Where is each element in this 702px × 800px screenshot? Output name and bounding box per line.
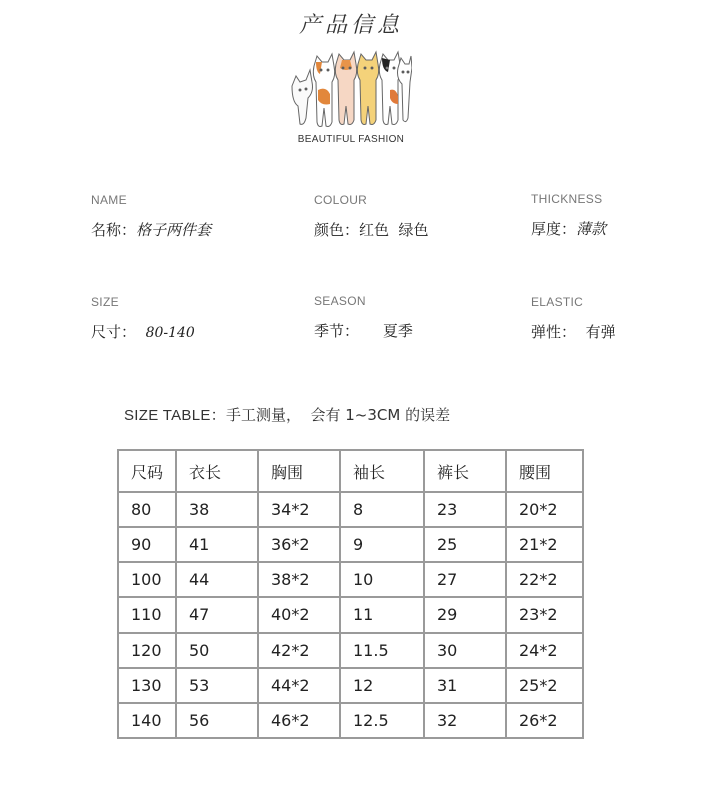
table-cell: 46*2 — [258, 703, 340, 738]
field-size — [91, 295, 195, 342]
table-cell: 42*2 — [258, 633, 340, 668]
table-cell: 25 — [424, 527, 506, 562]
field-name-label: 名称： — [91, 221, 137, 239]
field-colour-row — [314, 219, 429, 240]
field-thickness-label: 厚度： — [531, 220, 577, 238]
table-cell: 27 — [424, 562, 506, 597]
table-cell: 53 — [176, 668, 258, 703]
field-colour-label: 颜色： — [314, 221, 360, 239]
table-cell: 25*2 — [506, 668, 583, 703]
table-cell: 34*2 — [258, 492, 340, 527]
table-row — [118, 668, 583, 703]
field-elastic-row — [531, 321, 616, 342]
table-cell: 11 — [340, 597, 424, 632]
table-cell: 12 — [340, 668, 424, 703]
field-season — [314, 294, 413, 341]
table-cell: 100 — [118, 562, 176, 597]
size-table — [117, 449, 584, 739]
size-table-header-row — [118, 450, 583, 492]
table-row — [118, 562, 583, 597]
table-cell: 30 — [424, 633, 506, 668]
table-row — [118, 527, 583, 562]
table-cell: 44 — [176, 562, 258, 597]
field-thickness — [531, 192, 606, 239]
table-cell: 23 — [424, 492, 506, 527]
field-size-row — [91, 321, 195, 342]
field-season-row — [314, 320, 413, 341]
table-cell: 29 — [424, 597, 506, 632]
size-table-header-cell: 衣长 — [176, 450, 258, 492]
table-cell: 11.5 — [340, 633, 424, 668]
field-size-value: 80-140 — [145, 325, 195, 341]
table-cell: 80 — [118, 492, 176, 527]
table-cell: 130 — [118, 668, 176, 703]
table-cell: 8 — [340, 492, 424, 527]
field-size-label: 尺寸： — [91, 323, 137, 341]
table-cell: 47 — [176, 597, 258, 632]
table-cell: 12.5 — [340, 703, 424, 738]
size-table-title-note: 手工测量， 会有 1~3CM 的误差 — [225, 406, 451, 424]
table-cell: 20*2 — [506, 492, 583, 527]
table-row — [118, 597, 583, 632]
field-elastic-en-label: ELASTIC — [531, 295, 584, 309]
table-cell: 10 — [340, 562, 424, 597]
size-table-header-cell: 裤长 — [424, 450, 506, 492]
table-cell: 38*2 — [258, 562, 340, 597]
table-cell: 44*2 — [258, 668, 340, 703]
field-thickness-row — [531, 218, 606, 239]
table-cell: 22*2 — [506, 562, 583, 597]
field-thickness-value: 薄款 — [576, 220, 607, 238]
field-elastic-value: 有弹 — [585, 323, 616, 341]
page-title: 产品信息 — [298, 13, 403, 38]
table-cell: 38 — [176, 492, 258, 527]
field-season-en-label: SEASON — [314, 294, 366, 308]
table-cell: 50 — [176, 633, 258, 668]
table-row — [118, 492, 583, 527]
field-name — [91, 193, 211, 240]
field-thickness-en-label: THICKNESS — [531, 192, 603, 206]
table-cell: 56 — [176, 703, 258, 738]
logo-text: BEAUTIFUL FASHION — [297, 134, 405, 145]
field-season-value: 夏季 — [382, 322, 413, 340]
table-row — [118, 703, 583, 738]
field-season-label: 季节： — [314, 322, 360, 340]
size-table-title-en: SIZE TABLE： — [124, 407, 226, 424]
field-colour-value: 红色 绿色 — [359, 221, 429, 239]
table-cell: 120 — [118, 633, 176, 668]
field-elastic-label: 弹性： — [531, 323, 577, 341]
size-table-header-cell: 胸围 — [258, 450, 340, 492]
table-cell: 90 — [118, 527, 176, 562]
table-cell: 26*2 — [506, 703, 583, 738]
field-name-en-label: NAME — [91, 193, 127, 207]
field-elastic — [531, 295, 616, 342]
table-cell: 40*2 — [258, 597, 340, 632]
table-cell: 41 — [176, 527, 258, 562]
table-cell: 23*2 — [506, 597, 583, 632]
cats-logo-icon — [282, 46, 412, 138]
table-cell: 36*2 — [258, 527, 340, 562]
size-table-header-cell: 腰围 — [506, 450, 583, 492]
field-size-en-label: SIZE — [91, 295, 119, 309]
size-table-header-cell: 袖长 — [340, 450, 424, 492]
table-cell: 24*2 — [506, 633, 583, 668]
table-cell: 21*2 — [506, 527, 583, 562]
field-colour — [314, 193, 429, 240]
table-row — [118, 633, 583, 668]
table-cell: 32 — [424, 703, 506, 738]
size-table-title — [124, 404, 450, 425]
field-name-value: 格子两件套 — [136, 221, 212, 239]
table-cell: 110 — [118, 597, 176, 632]
size-table-header-cell: 尺码 — [118, 450, 176, 492]
table-cell: 140 — [118, 703, 176, 738]
table-cell: 9 — [340, 527, 424, 562]
field-colour-en-label: COLOUR — [314, 193, 368, 207]
table-cell: 31 — [424, 668, 506, 703]
field-name-row — [91, 219, 211, 240]
